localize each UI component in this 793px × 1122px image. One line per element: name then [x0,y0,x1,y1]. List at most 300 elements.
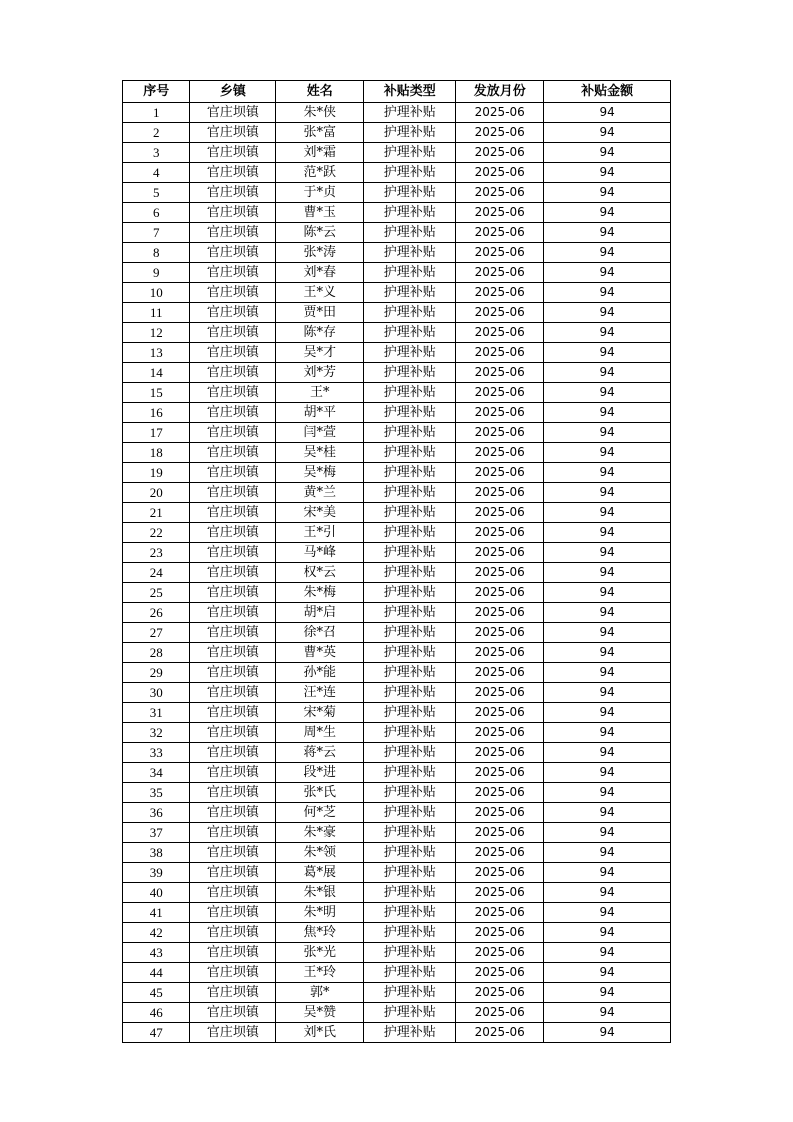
cell-no: 3 [123,143,190,163]
cell-town: 官庄坝镇 [190,183,276,203]
table-row [123,243,671,263]
cell-no: 27 [123,623,190,643]
cell-town: 官庄坝镇 [190,103,276,123]
cell-month: 2025-06 [456,203,544,223]
cell-town: 官庄坝镇 [190,583,276,603]
cell-no: 33 [123,743,190,763]
cell-amount: 94 [544,123,671,143]
cell-name: 曹*玉 [276,203,364,223]
table-row [123,703,671,723]
header-town: 乡镇 [190,81,276,103]
cell-name: 陈*云 [276,223,364,243]
cell-type: 护理补贴 [364,543,456,563]
cell-no: 34 [123,763,190,783]
cell-name: 朱*银 [276,883,364,903]
cell-name: 张*光 [276,943,364,963]
cell-type: 护理补贴 [364,843,456,863]
cell-town: 官庄坝镇 [190,843,276,863]
cell-no: 43 [123,943,190,963]
cell-amount: 94 [544,943,671,963]
cell-amount: 94 [544,843,671,863]
cell-amount: 94 [544,743,671,763]
table-row [123,503,671,523]
cell-town: 官庄坝镇 [190,503,276,523]
cell-type: 护理补贴 [364,803,456,823]
cell-month: 2025-06 [456,1023,544,1043]
cell-type: 护理补贴 [364,943,456,963]
cell-town: 官庄坝镇 [190,1023,276,1043]
table-row [123,863,671,883]
table-row [123,783,671,803]
cell-town: 官庄坝镇 [190,263,276,283]
cell-amount: 94 [544,623,671,643]
cell-type: 护理补贴 [364,363,456,383]
cell-amount: 94 [544,343,671,363]
cell-town: 官庄坝镇 [190,243,276,263]
cell-no: 29 [123,663,190,683]
cell-amount: 94 [544,243,671,263]
cell-month: 2025-06 [456,703,544,723]
cell-town: 官庄坝镇 [190,463,276,483]
cell-town: 官庄坝镇 [190,1003,276,1023]
cell-town: 官庄坝镇 [190,823,276,843]
cell-month: 2025-06 [456,1003,544,1023]
cell-amount: 94 [544,723,671,743]
cell-no: 2 [123,123,190,143]
table-row [123,423,671,443]
cell-type: 护理补贴 [364,903,456,923]
cell-amount: 94 [544,103,671,123]
cell-amount: 94 [544,683,671,703]
table-row [123,383,671,403]
cell-amount: 94 [544,223,671,243]
header-type: 补贴类型 [364,81,456,103]
cell-no: 6 [123,203,190,223]
cell-town: 官庄坝镇 [190,723,276,743]
cell-type: 护理补贴 [364,143,456,163]
table-row [123,183,671,203]
cell-type: 护理补贴 [364,523,456,543]
cell-type: 护理补贴 [364,323,456,343]
cell-type: 护理补贴 [364,283,456,303]
cell-name: 吴*桂 [276,443,364,463]
cell-name: 段*进 [276,763,364,783]
cell-month: 2025-06 [456,563,544,583]
cell-month: 2025-06 [456,523,544,543]
cell-type: 护理补贴 [364,783,456,803]
cell-name: 宋*菊 [276,703,364,723]
cell-no: 39 [123,863,190,883]
table-row [123,903,671,923]
cell-no: 14 [123,363,190,383]
cell-no: 13 [123,343,190,363]
cell-no: 19 [123,463,190,483]
cell-type: 护理补贴 [364,463,456,483]
cell-type: 护理补贴 [364,403,456,423]
cell-month: 2025-06 [456,183,544,203]
table-row [123,443,671,463]
cell-amount: 94 [544,483,671,503]
cell-amount: 94 [544,443,671,463]
cell-no: 22 [123,523,190,543]
cell-type: 护理补贴 [364,763,456,783]
cell-amount: 94 [544,603,671,623]
cell-name: 张*氏 [276,783,364,803]
cell-month: 2025-06 [456,103,544,123]
cell-month: 2025-06 [456,863,544,883]
table-row [123,283,671,303]
cell-amount: 94 [544,663,671,683]
cell-town: 官庄坝镇 [190,923,276,943]
cell-name: 胡*平 [276,403,364,423]
cell-no: 40 [123,883,190,903]
cell-type: 护理补贴 [364,923,456,943]
cell-amount: 94 [544,143,671,163]
table-row [123,763,671,783]
cell-name: 刘*芳 [276,363,364,383]
cell-type: 护理补贴 [364,643,456,663]
header-month: 发放月份 [456,81,544,103]
cell-month: 2025-06 [456,543,544,563]
cell-type: 护理补贴 [364,483,456,503]
cell-town: 官庄坝镇 [190,863,276,883]
cell-name: 胡*启 [276,603,364,623]
cell-name: 张*富 [276,123,364,143]
cell-town: 官庄坝镇 [190,763,276,783]
cell-month: 2025-06 [456,323,544,343]
cell-town: 官庄坝镇 [190,483,276,503]
cell-no: 1 [123,103,190,123]
cell-amount: 94 [544,803,671,823]
cell-month: 2025-06 [456,683,544,703]
cell-name: 何*芝 [276,803,364,823]
cell-no: 45 [123,983,190,1003]
cell-amount: 94 [544,263,671,283]
cell-month: 2025-06 [456,583,544,603]
cell-no: 15 [123,383,190,403]
table-row [123,643,671,663]
cell-no: 12 [123,323,190,343]
cell-month: 2025-06 [456,483,544,503]
cell-amount: 94 [544,963,671,983]
cell-month: 2025-06 [456,783,544,803]
cell-name: 王*引 [276,523,364,543]
cell-type: 护理补贴 [364,743,456,763]
cell-type: 护理补贴 [364,243,456,263]
cell-town: 官庄坝镇 [190,603,276,623]
cell-no: 28 [123,643,190,663]
cell-type: 护理补贴 [364,823,456,843]
cell-amount: 94 [544,1023,671,1043]
cell-type: 护理补贴 [364,623,456,643]
cell-town: 官庄坝镇 [190,883,276,903]
cell-no: 37 [123,823,190,843]
table-row [123,463,671,483]
cell-type: 护理补贴 [364,683,456,703]
cell-month: 2025-06 [456,443,544,463]
table-row [123,963,671,983]
cell-town: 官庄坝镇 [190,963,276,983]
cell-no: 42 [123,923,190,943]
cell-no: 10 [123,283,190,303]
cell-no: 24 [123,563,190,583]
cell-no: 31 [123,703,190,723]
cell-name: 刘*霜 [276,143,364,163]
cell-amount: 94 [544,583,671,603]
cell-name: 朱*明 [276,903,364,923]
cell-no: 9 [123,263,190,283]
cell-amount: 94 [544,523,671,543]
table-row [123,203,671,223]
cell-month: 2025-06 [456,163,544,183]
cell-no: 32 [123,723,190,743]
cell-type: 护理补贴 [364,703,456,723]
cell-amount: 94 [544,403,671,423]
cell-amount: 94 [544,303,671,323]
cell-name: 汪*连 [276,683,364,703]
cell-type: 护理补贴 [364,423,456,443]
cell-type: 护理补贴 [364,863,456,883]
cell-name: 王*玲 [276,963,364,983]
cell-no: 5 [123,183,190,203]
header-name: 姓名 [276,81,364,103]
cell-type: 护理补贴 [364,163,456,183]
table-row [123,543,671,563]
cell-name: 葛*展 [276,863,364,883]
cell-town: 官庄坝镇 [190,903,276,923]
cell-amount: 94 [544,923,671,943]
cell-name: 周*生 [276,723,364,743]
cell-amount: 94 [544,543,671,563]
cell-no: 44 [123,963,190,983]
cell-type: 护理补贴 [364,883,456,903]
cell-month: 2025-06 [456,883,544,903]
cell-name: 宋*美 [276,503,364,523]
cell-amount: 94 [544,703,671,723]
table-row [123,403,671,423]
cell-month: 2025-06 [456,963,544,983]
cell-name: 贾*田 [276,303,364,323]
cell-no: 23 [123,543,190,563]
cell-name: 刘*氏 [276,1023,364,1043]
cell-name: 吴*才 [276,343,364,363]
cell-month: 2025-06 [456,263,544,283]
cell-name: 闫*萱 [276,423,364,443]
table-row [123,223,671,243]
cell-amount: 94 [544,383,671,403]
cell-town: 官庄坝镇 [190,403,276,423]
cell-month: 2025-06 [456,763,544,783]
cell-month: 2025-06 [456,403,544,423]
cell-town: 官庄坝镇 [190,283,276,303]
table-row [123,663,671,683]
cell-town: 官庄坝镇 [190,383,276,403]
table-row [123,563,671,583]
cell-town: 官庄坝镇 [190,683,276,703]
table-row [123,123,671,143]
cell-amount: 94 [544,1003,671,1023]
cell-month: 2025-06 [456,623,544,643]
table-row [123,723,671,743]
cell-name: 朱*领 [276,843,364,863]
cell-type: 护理补贴 [364,443,456,463]
table-header-row [123,81,671,103]
cell-name: 于*贞 [276,183,364,203]
cell-name: 权*云 [276,563,364,583]
cell-town: 官庄坝镇 [190,223,276,243]
cell-month: 2025-06 [456,923,544,943]
cell-name: 朱*豪 [276,823,364,843]
cell-no: 25 [123,583,190,603]
cell-type: 护理补贴 [364,983,456,1003]
table-row [123,983,671,1003]
table-row [123,143,671,163]
cell-town: 官庄坝镇 [190,163,276,183]
cell-town: 官庄坝镇 [190,563,276,583]
cell-town: 官庄坝镇 [190,323,276,343]
header-amount: 补贴金额 [544,81,671,103]
cell-amount: 94 [544,363,671,383]
cell-amount: 94 [544,983,671,1003]
table-row [123,1003,671,1023]
table-row [123,843,671,863]
cell-name: 王*义 [276,283,364,303]
cell-town: 官庄坝镇 [190,203,276,223]
cell-no: 38 [123,843,190,863]
cell-amount: 94 [544,323,671,343]
cell-no: 8 [123,243,190,263]
cell-name: 马*峰 [276,543,364,563]
cell-month: 2025-06 [456,843,544,863]
cell-name: 范*跃 [276,163,364,183]
table-row [123,483,671,503]
cell-month: 2025-06 [456,123,544,143]
cell-name: 陈*存 [276,323,364,343]
table-row [123,163,671,183]
cell-month: 2025-06 [456,383,544,403]
cell-name: 吴*赞 [276,1003,364,1023]
cell-type: 护理补贴 [364,343,456,363]
cell-amount: 94 [544,283,671,303]
table-row [123,323,671,343]
cell-no: 21 [123,503,190,523]
cell-town: 官庄坝镇 [190,423,276,443]
cell-no: 36 [123,803,190,823]
cell-name: 张*涛 [276,243,364,263]
cell-month: 2025-06 [456,463,544,483]
cell-month: 2025-06 [456,603,544,623]
cell-name: 焦*玲 [276,923,364,943]
cell-town: 官庄坝镇 [190,443,276,463]
cell-month: 2025-06 [456,803,544,823]
table-row [123,823,671,843]
cell-town: 官庄坝镇 [190,363,276,383]
cell-town: 官庄坝镇 [190,783,276,803]
cell-type: 护理补贴 [364,563,456,583]
table-body [123,103,671,1043]
cell-month: 2025-06 [456,983,544,1003]
cell-amount: 94 [544,643,671,663]
cell-town: 官庄坝镇 [190,943,276,963]
cell-month: 2025-06 [456,643,544,663]
cell-town: 官庄坝镇 [190,803,276,823]
table-row [123,603,671,623]
cell-amount: 94 [544,863,671,883]
cell-type: 护理补贴 [364,303,456,323]
cell-month: 2025-06 [456,423,544,443]
cell-town: 官庄坝镇 [190,303,276,323]
cell-name: 曹*英 [276,643,364,663]
cell-amount: 94 [544,503,671,523]
table-row [123,623,671,643]
cell-town: 官庄坝镇 [190,343,276,363]
table-row [123,523,671,543]
cell-no: 18 [123,443,190,463]
cell-town: 官庄坝镇 [190,123,276,143]
cell-type: 护理补贴 [364,663,456,683]
cell-town: 官庄坝镇 [190,743,276,763]
cell-no: 41 [123,903,190,923]
cell-name: 黄*兰 [276,483,364,503]
cell-month: 2025-06 [456,303,544,323]
cell-month: 2025-06 [456,823,544,843]
cell-name: 孙*能 [276,663,364,683]
cell-town: 官庄坝镇 [190,143,276,163]
cell-type: 护理补贴 [364,1023,456,1043]
cell-amount: 94 [544,563,671,583]
cell-amount: 94 [544,183,671,203]
cell-amount: 94 [544,823,671,843]
cell-type: 护理补贴 [364,223,456,243]
cell-month: 2025-06 [456,503,544,523]
cell-amount: 94 [544,463,671,483]
table-row [123,883,671,903]
table-row [123,1023,671,1043]
cell-month: 2025-06 [456,223,544,243]
cell-no: 30 [123,683,190,703]
cell-month: 2025-06 [456,663,544,683]
cell-no: 17 [123,423,190,443]
header-no: 序号 [123,81,190,103]
table-row [123,343,671,363]
cell-amount: 94 [544,763,671,783]
cell-no: 35 [123,783,190,803]
cell-month: 2025-06 [456,343,544,363]
cell-town: 官庄坝镇 [190,983,276,1003]
cell-town: 官庄坝镇 [190,543,276,563]
cell-town: 官庄坝镇 [190,643,276,663]
cell-amount: 94 [544,883,671,903]
subsidy-table [122,80,671,1043]
cell-month: 2025-06 [456,363,544,383]
cell-name: 郭* [276,983,364,1003]
cell-name: 蒋*云 [276,743,364,763]
cell-name: 吴*梅 [276,463,364,483]
cell-type: 护理补贴 [364,203,456,223]
cell-town: 官庄坝镇 [190,523,276,543]
cell-type: 护理补贴 [364,383,456,403]
table-row [123,303,671,323]
table-row [123,943,671,963]
cell-no: 46 [123,1003,190,1023]
cell-town: 官庄坝镇 [190,703,276,723]
cell-month: 2025-06 [456,243,544,263]
cell-month: 2025-06 [456,903,544,923]
cell-town: 官庄坝镇 [190,663,276,683]
cell-type: 护理补贴 [364,183,456,203]
cell-no: 16 [123,403,190,423]
cell-type: 护理补贴 [364,1003,456,1023]
